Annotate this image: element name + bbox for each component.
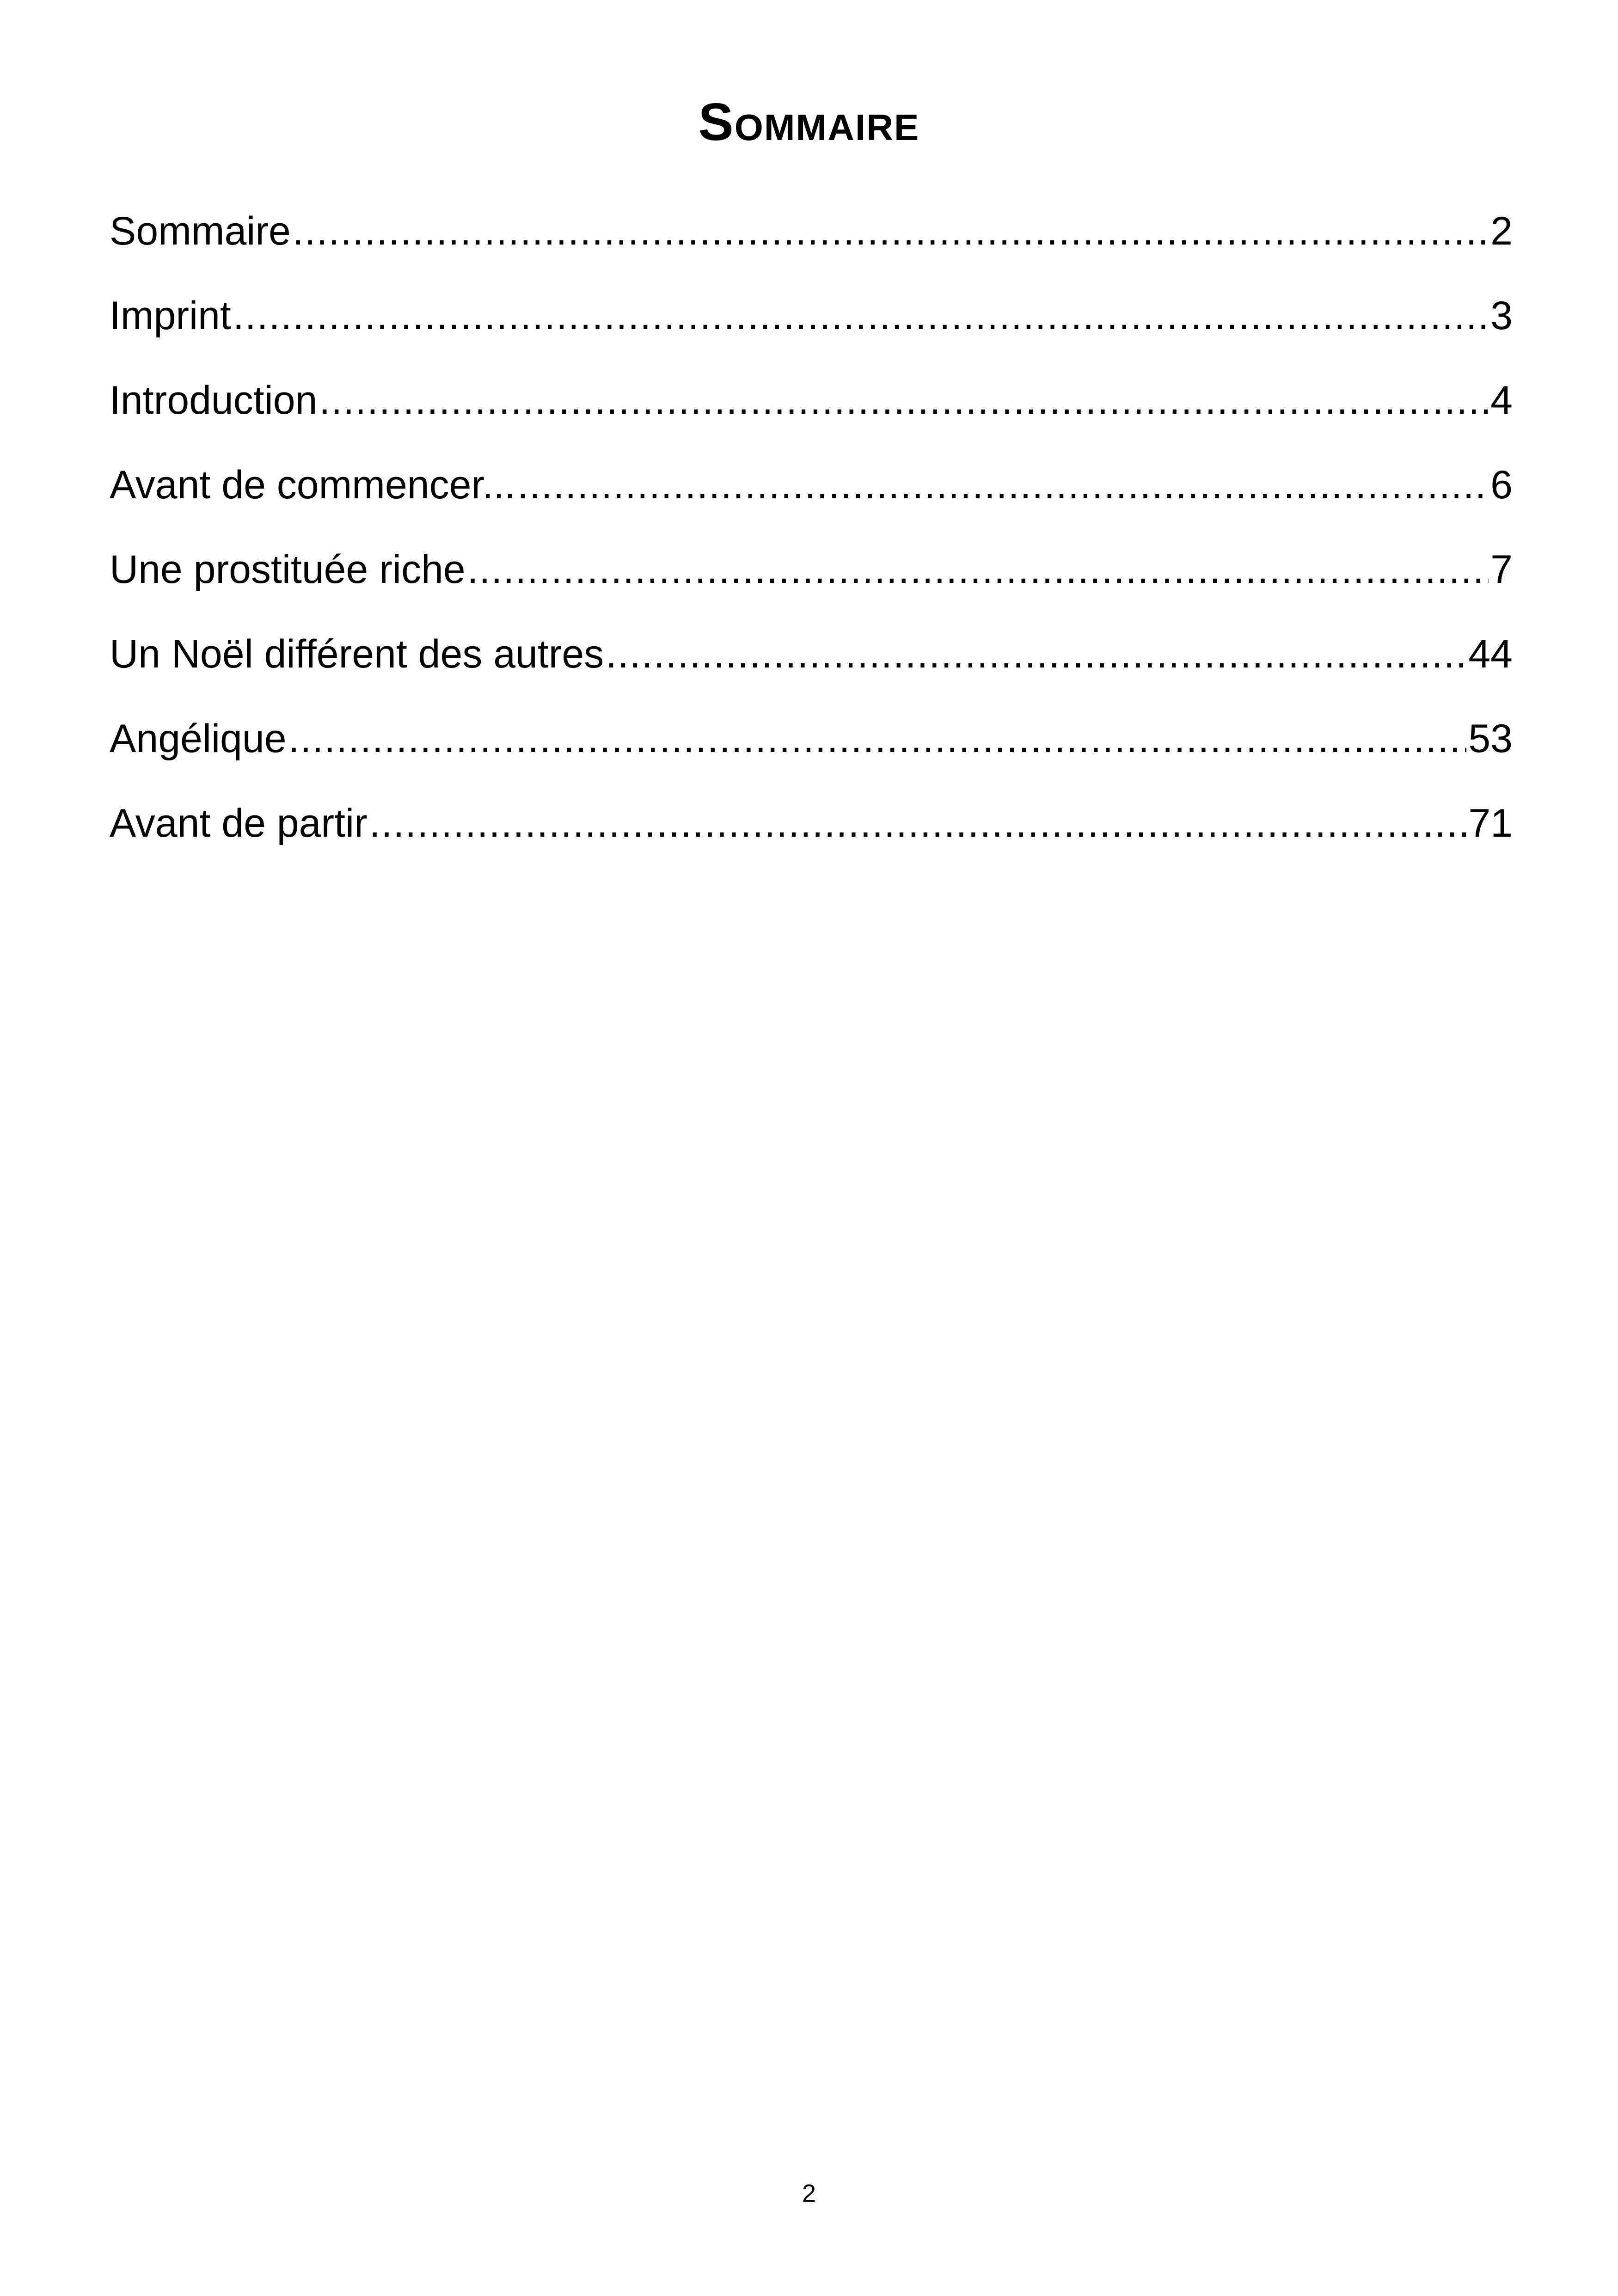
page-number: 2 (802, 2180, 816, 2207)
toc-entry[interactable] (110, 792, 1513, 876)
toc-entry-page: 53 (1468, 716, 1513, 761)
toc-entry-label: Angélique (110, 716, 287, 761)
table-of-contents (110, 200, 1513, 876)
toc-entry[interactable] (110, 623, 1513, 707)
toc-entry[interactable] (110, 538, 1513, 623)
dot-leader (288, 707, 1467, 770)
page-title: Sommaire (698, 93, 920, 152)
toc-entry-label: Avant de commencer... (110, 463, 515, 507)
toc-entry[interactable] (110, 200, 1513, 284)
toc-entry-page: 3 (1490, 294, 1513, 338)
toc-entry-page: 6 (1490, 463, 1513, 507)
toc-entry-label: Avant de partir (110, 801, 368, 845)
toc-entry-label: Introduction (110, 378, 318, 422)
toc-entry[interactable] (110, 707, 1513, 792)
toc-entry-label: Un Noël différent des autres (110, 632, 604, 676)
toc-entry-page: 71 (1468, 801, 1513, 845)
toc-entry[interactable] (110, 369, 1513, 453)
dot-leader (233, 284, 1489, 347)
dot-leader (369, 792, 1467, 855)
toc-entry[interactable] (110, 453, 1513, 538)
toc-entry[interactable] (110, 284, 1513, 369)
toc-entry-label: Une prostituée riche (110, 547, 466, 592)
toc-entry-page: 2 (1490, 209, 1513, 253)
dot-leader (606, 623, 1466, 686)
toc-entry-page: 4 (1490, 378, 1513, 422)
toc-entry-page: 7 (1490, 547, 1513, 592)
dot-leader (517, 453, 1489, 516)
dot-leader (293, 200, 1489, 263)
toc-entry-page: 44 (1468, 632, 1513, 676)
dot-leader (467, 538, 1489, 601)
toc-entry-label: Imprint (110, 294, 231, 338)
toc-entry-label: Sommaire (110, 209, 291, 253)
dot-leader (319, 369, 1489, 432)
